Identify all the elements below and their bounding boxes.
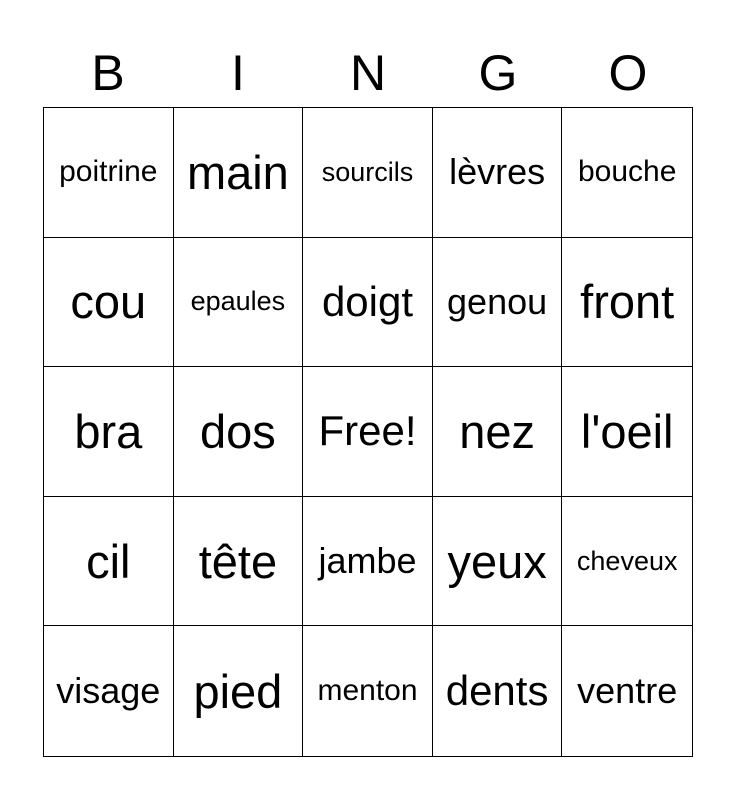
bingo-cell[interactable]: cou (44, 238, 174, 368)
bingo-cell[interactable]: pied (174, 626, 304, 756)
bingo-cell[interactable]: jambe (303, 497, 433, 627)
bingo-cell[interactable]: main (174, 108, 304, 238)
bingo-board (43, 107, 693, 757)
bingo-cell[interactable]: ventre (577, 670, 678, 712)
bingo-cell[interactable]: yeux (433, 497, 563, 627)
header-letter-n: N (349, 45, 387, 101)
bingo-cell[interactable]: nez (433, 367, 563, 497)
header-letter-i: I (231, 45, 245, 101)
header-letter-g: G (478, 45, 518, 101)
bingo-cell[interactable]: bra (44, 367, 174, 497)
bingo-cell[interactable]: visage (44, 626, 174, 756)
bingo-cell[interactable]: epaules (174, 238, 304, 368)
bingo-cell[interactable]: dents (433, 626, 563, 756)
bingo-cell[interactable]: menton (303, 626, 433, 756)
bingo-cell[interactable]: bouche (562, 108, 692, 238)
header-letter-o: O (608, 45, 648, 101)
bingo-cell[interactable]: tête (174, 497, 304, 627)
bingo-cell[interactable]: front (562, 238, 692, 368)
bingo-cell[interactable]: cheveux (562, 497, 692, 627)
bingo-cell[interactable]: genou (433, 238, 563, 368)
bingo-cell[interactable]: poitrine (44, 108, 174, 238)
bingo-cell[interactable]: sourcils (303, 108, 433, 238)
bingo-cell[interactable]: doigt (303, 238, 433, 368)
bingo-cell[interactable]: dos (174, 367, 304, 497)
free-space-cell[interactable]: Free! (303, 367, 433, 497)
bingo-cell[interactable]: l'oeil (562, 367, 692, 497)
bingo-cell[interactable]: lèvres (433, 108, 563, 238)
bingo-header (43, 42, 693, 104)
header-letter-b: B (91, 45, 125, 101)
bingo-cell[interactable]: cil (44, 497, 174, 627)
